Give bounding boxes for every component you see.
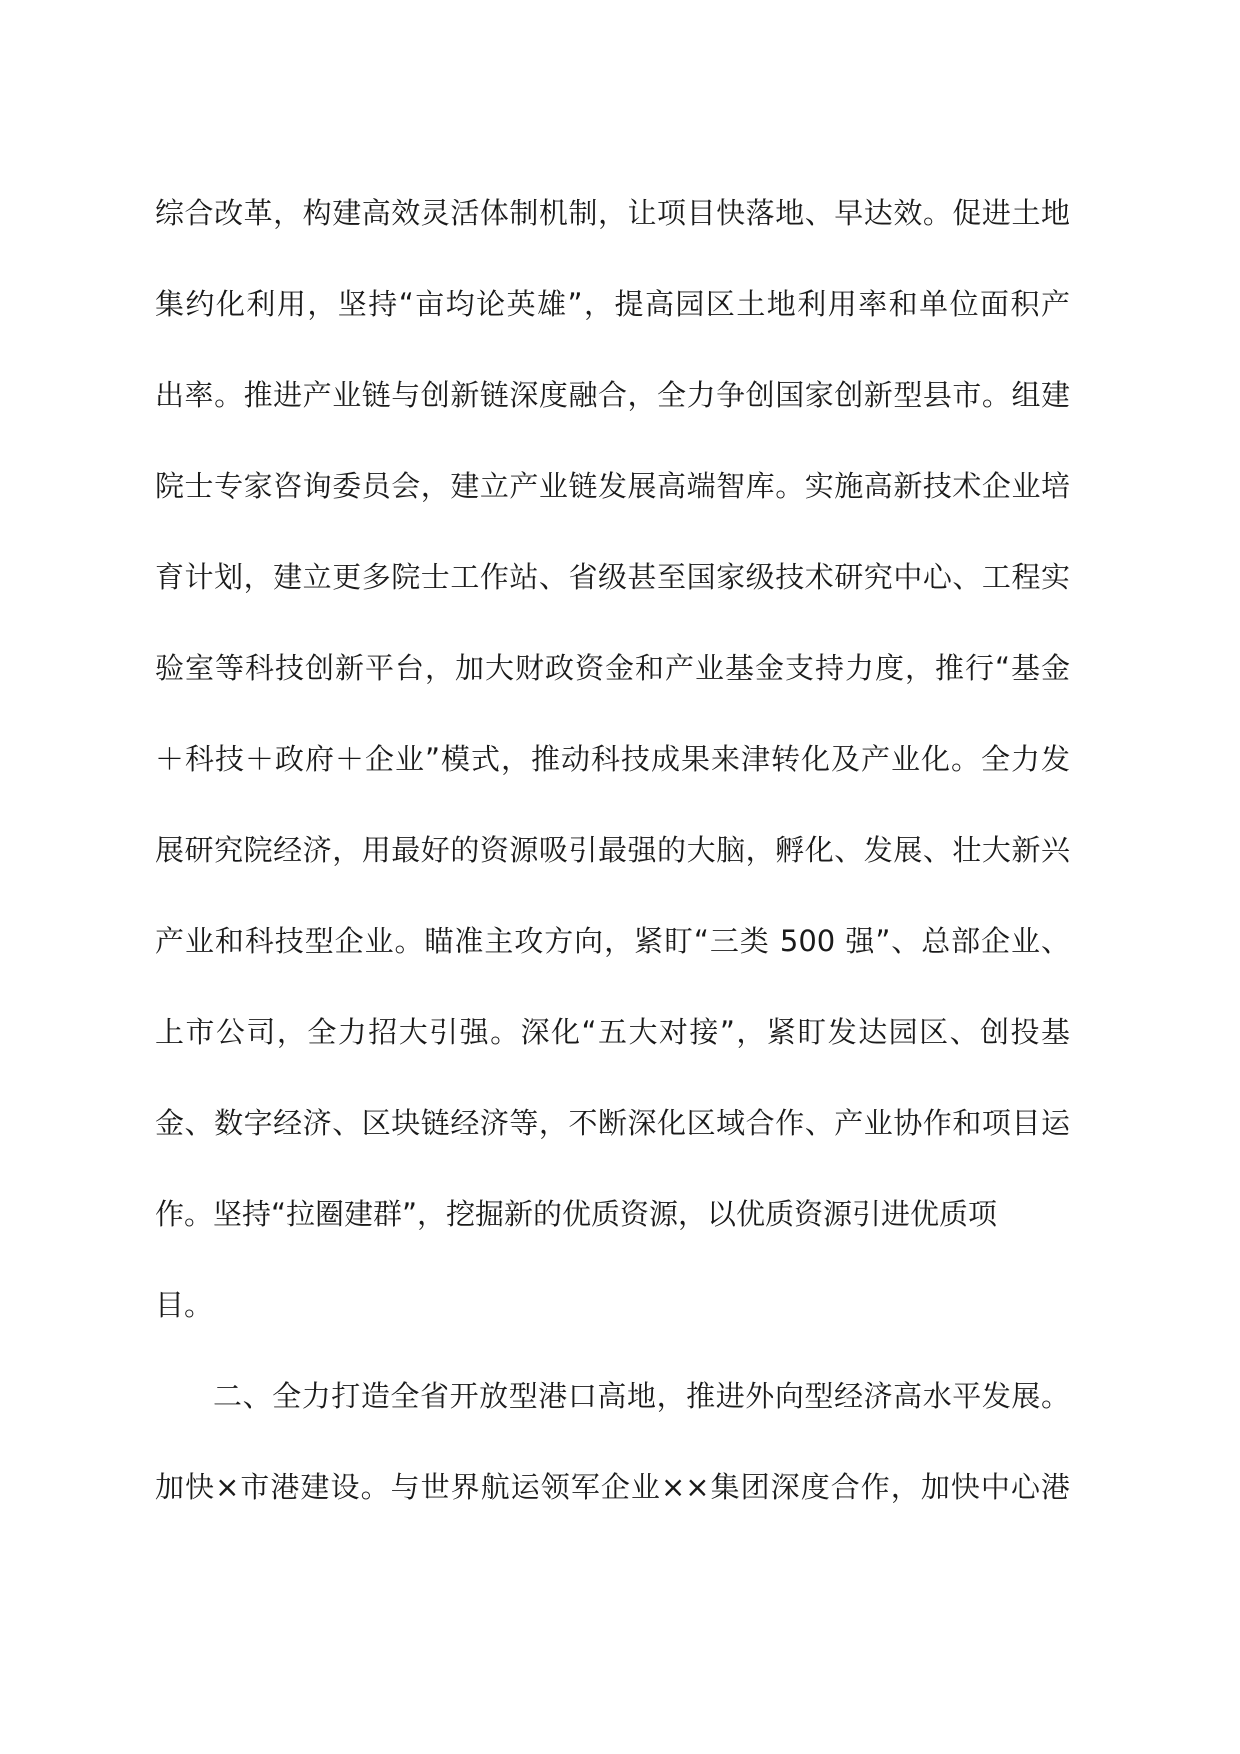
text-line: 验室等科技创新平台，加大财政资金和产业基金支持力度，推行“基金 <box>155 651 1070 685</box>
text-line: 展研究院经济，用最好的资源吸引最强的大脑，孵化、发展、壮大新兴 <box>155 833 1070 867</box>
text-line: 育计划，建立更多院士工作站、省级甚至国家级技术研究中心、工程实 <box>155 560 1070 594</box>
section-heading: 二、全力打造全省开放型港口高地，推进外向型经济高水平发展。 <box>213 1379 1070 1413</box>
text-line: 目。 <box>155 1288 214 1322</box>
text-line: 金、数字经济、区块链经济等，不断深化区域合作、产业协作和项目运 <box>155 1106 1070 1140</box>
text-line: 作。坚持“拉圈建群”，挖掘新的优质资源，以优质资源引进优质项 <box>155 1197 998 1231</box>
text-line: 综合改革，构建高效灵活体制机制，让项目快落地、早达效。促进土地 <box>155 196 1070 230</box>
body-text <box>155 190 1070 1555</box>
text-line: 加快×市港建设。与世界航运领军企业××集团深度合作，加快中心港 <box>155 1470 1070 1504</box>
text-line: 上市公司，全力招大引强。深化“五大对接”，紧盯发达园区、创投基 <box>155 1015 1070 1049</box>
text-line: 产业和科技型企业。瞄准主攻方向，紧盯“三类 500 强”、总部企业、 <box>155 924 1070 958</box>
text-line: 院士专家咨询委员会，建立产业链发展高端智库。实施高新技术企业培 <box>155 469 1070 503</box>
text-line: 集约化利用，坚持“亩均论英雄”，提高园区土地利用率和单位面积产 <box>155 287 1070 321</box>
text-line: 出率。推进产业链与创新链深度融合，全力争创国家创新型县市。组建 <box>155 378 1070 412</box>
text-line: ＋科技＋政府＋企业”模式，推动科技成果来津转化及产业化。全力发 <box>155 742 1070 776</box>
